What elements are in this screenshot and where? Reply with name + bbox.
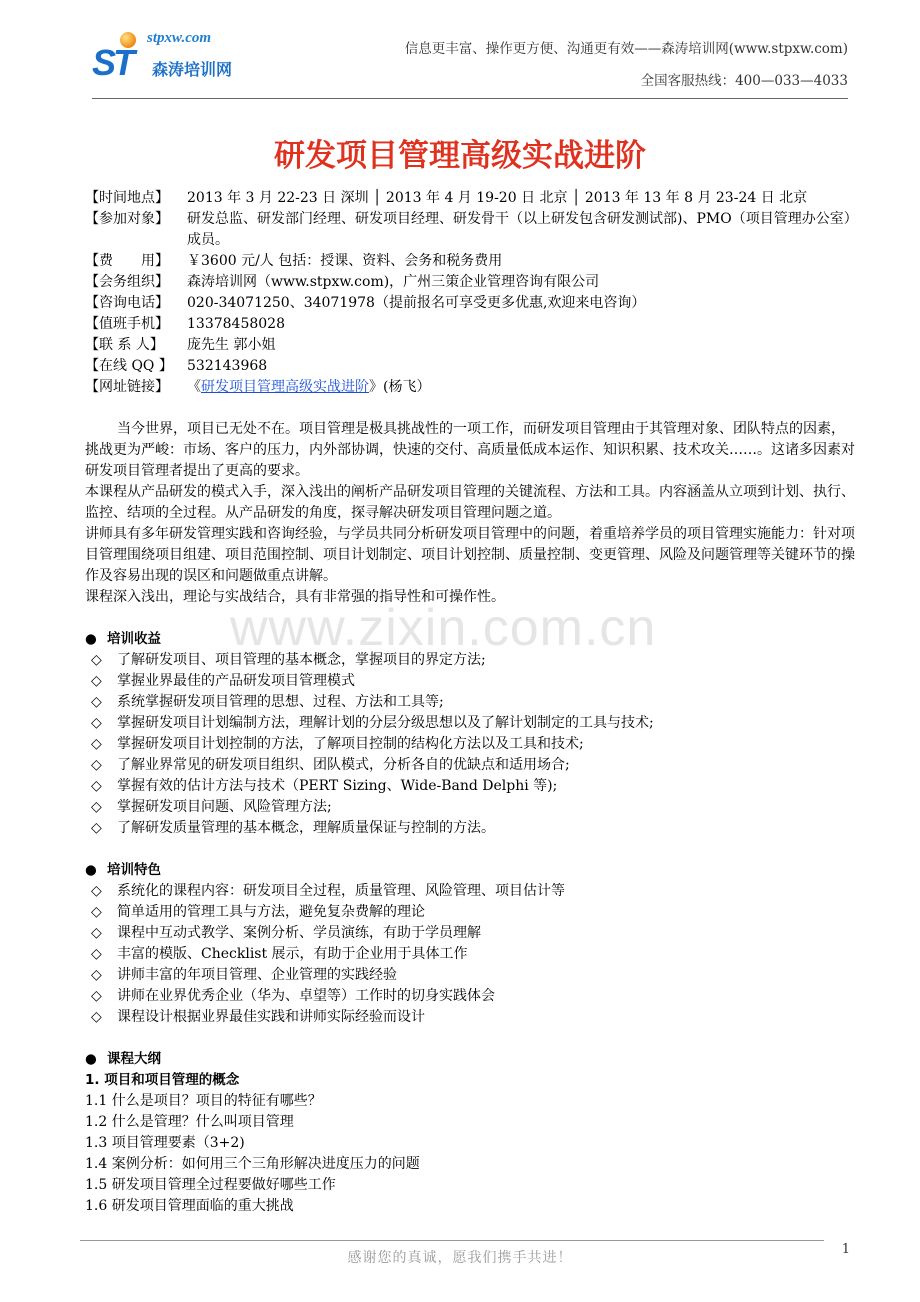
list-item xyxy=(85,650,855,671)
outline-section xyxy=(85,1049,855,1217)
diamond-icon: ◇ xyxy=(91,988,102,1004)
list-item-text: 掌握业界最佳的产品研发项目管理模式 xyxy=(117,673,355,689)
diamond-icon: ◇ xyxy=(91,736,102,752)
list-item xyxy=(85,986,855,1007)
info-label: 【会务组织】 xyxy=(85,274,169,290)
intro-paragraph: 课程深入浅出，理论与实战结合，具有非常强的指导性和可操作性。 xyxy=(85,589,505,605)
list-item-text: 丰富的模版、Checklist 展示，有助于企业用于具体工作 xyxy=(117,946,468,962)
bullet-icon: ● xyxy=(85,1051,97,1067)
info-label: 【值班手机】 xyxy=(85,316,169,332)
diamond-icon: ◇ xyxy=(91,925,102,941)
outline-item: 1.4 案例分析：如何用三个三角形解决进度压力的问题 xyxy=(85,1156,420,1172)
diamond-icon: ◇ xyxy=(91,967,102,983)
section-heading xyxy=(85,629,855,650)
info-row-audience xyxy=(85,209,855,251)
link-suffix: 》(杨飞） xyxy=(369,379,431,395)
outline-chapter: 1. 项目和项目管理的概念 xyxy=(85,1072,240,1088)
diamond-icon: ◇ xyxy=(91,820,102,836)
page-number: 1 xyxy=(841,1242,850,1257)
list-item-text: 讲师丰富的年项目管理、企业管理的实践经验 xyxy=(117,967,397,983)
info-value: ￥3600 元/人 包括：授课、资料、会务和税务费用 xyxy=(187,253,503,269)
info-row-link xyxy=(85,377,855,398)
list-item xyxy=(85,902,855,923)
bullet-icon: ● xyxy=(85,862,97,878)
intro-paragraph: 当今世界，项目已无处不在。项目管理是极具挑战性的一项工作，而研发项目管理由于其管理对象、团队特点的因素，挑战更为严峻：市场、客户的压力，内外部协调，快速的交付、高质量低成本运作、知识积累、技术攻关……。这诸多因素对研发项目管理者提出了更高的要求。 xyxy=(85,421,855,479)
list-item xyxy=(85,755,855,776)
list-item-text: 讲师在业界优秀企业（华为、卓望等）工作时的切身实践体会 xyxy=(117,988,495,1004)
info-row-mobile xyxy=(85,314,855,335)
section-title: 培训特色 xyxy=(107,862,161,878)
footer-divider xyxy=(80,1240,824,1241)
list-item xyxy=(85,965,855,986)
list-item xyxy=(85,1007,855,1028)
info-row-time xyxy=(85,188,855,209)
site-logo xyxy=(92,30,262,86)
outline-item: 1.5 研发项目管理全过程要做好哪些工作 xyxy=(85,1177,336,1193)
features-section xyxy=(85,860,855,1028)
list-item-text: 掌握研发项目计划控制的方法，了解项目控制的结构化方法以及工具和技术; xyxy=(117,736,584,752)
diamond-icon: ◇ xyxy=(91,904,102,920)
outline-item: 1.1 什么是项目？项目的特征有哪些？ xyxy=(85,1093,322,1109)
info-value: 13378458028 xyxy=(187,316,285,332)
info-row-contact xyxy=(85,335,855,356)
list-item-text: 系统化的课程内容：研发项目全过程，质量管理、风险管理、项目估计等 xyxy=(117,883,565,899)
list-item xyxy=(85,881,855,902)
info-value: 庞先生 郭小姐 xyxy=(187,337,276,353)
diamond-icon: ◇ xyxy=(91,799,102,815)
header-divider xyxy=(92,98,848,99)
section-title: 培训收益 xyxy=(107,631,161,647)
outline-item: 1.6 研发项目管理面临的重大挑战 xyxy=(85,1198,294,1214)
list-item xyxy=(85,818,855,839)
page-title: 研发项目管理高级实战进阶 xyxy=(274,138,646,174)
header-slogan: 信息更丰富、操作更方便、沟通更有效——森涛培训网(www.stpxw.com) xyxy=(404,41,848,57)
list-item xyxy=(85,776,855,797)
header-hotline: 全国客服热线：400—033—4033 xyxy=(640,73,848,89)
bullet-icon: ● xyxy=(85,631,97,647)
info-label: 【在线 QQ 】 xyxy=(85,358,173,374)
info-row-qq xyxy=(85,356,855,377)
diamond-icon: ◇ xyxy=(91,673,102,689)
diamond-icon: ◇ xyxy=(91,757,102,773)
list-item-text: 了解研发项目、项目管理的基本概念，掌握项目的界定方法; xyxy=(117,652,486,668)
logo-mark: ST xyxy=(92,42,133,83)
outline-item: 1.3 项目管理要素（3+2) xyxy=(85,1135,245,1151)
list-item xyxy=(85,797,855,818)
list-item-text: 掌握研发项目计划编制方法，理解计划的分层分级思想以及了解计划制定的工具与技术; xyxy=(117,715,654,731)
info-value: 森涛培训网（www.stpxw.com)，广州三策企业管理咨询有限公司 xyxy=(187,274,600,290)
intro-paragraph: 讲师具有多年研发管理实践和咨询经验，与学员共同分析研发项目管理中的问题，着重培养学员的项目管理实施能力：针对项目管理围绕项目组建、项目范围控制、项目计划制定、项目计划控制、质量控制、变更管理、风险及问题管理等关键环节的操作及容易出现的误区和问题做重点讲解。 xyxy=(85,526,855,584)
list-item xyxy=(85,923,855,944)
list-item xyxy=(85,671,855,692)
section-heading xyxy=(85,1049,855,1070)
list-item-text: 了解业界常见的研发项目组织、团队模式，分析各自的优缺点和适用场合; xyxy=(117,757,570,773)
intro-paragraph: 本课程从产品研发的模式入手，深入浅出的阐析产品研发项目管理的关键流程、方法和工具。内容涵盖从立项到计划、执行、监控、结项的全过程。从产品研发的角度，探寻解决研发项目管理问题之道。 xyxy=(85,484,855,521)
info-value: 研发总监、研发部门经理、研发项目经理、研发骨干（以上研发包含研发测试部)、PMO（项目管理办公室）成员。 xyxy=(187,211,851,248)
list-item-text: 了解研发质量管理的基本概念，理解质量保证与控制的方法。 xyxy=(117,820,495,836)
outline-item: 1.2 什么是管理？什么叫项目管理 xyxy=(85,1114,294,1130)
watermark: www.zixin.com.cn xyxy=(230,599,657,657)
info-label: 【咨询电话】 xyxy=(85,295,169,311)
list-item-text: 课程中互动式教学、案例分析、学员演练，有助于学员理解 xyxy=(117,925,481,941)
document-body xyxy=(85,188,855,1217)
diamond-icon: ◇ xyxy=(91,778,102,794)
link-prefix: 《 xyxy=(187,379,201,395)
info-value: 020-34071250、34071978（提前报名可享受更多优惠,欢迎来电咨询） xyxy=(187,295,646,311)
info-label: 【网址链接】 xyxy=(85,379,169,395)
info-row-phone xyxy=(85,293,855,314)
diamond-icon: ◇ xyxy=(91,883,102,899)
list-item-text: 课程设计根据业界最佳实践和讲师实际经验而设计 xyxy=(117,1009,425,1025)
list-item-text: 掌握研发项目问题、风险管理方法; xyxy=(117,799,332,815)
diamond-icon: ◇ xyxy=(91,715,102,731)
section-title: 课程大纲 xyxy=(107,1051,161,1067)
list-item xyxy=(85,713,855,734)
diamond-icon: ◇ xyxy=(91,1009,102,1025)
list-item xyxy=(85,692,855,713)
list-item-text: 系统掌握研发项目管理的思想、过程、方法和工具等; xyxy=(117,694,444,710)
info-value xyxy=(187,377,855,398)
list-item-text: 掌握有效的估计方法与技术（PERT Sizing、Wide-Band Delphi 等); xyxy=(117,778,558,794)
list-item-text: 简单适用的管理工具与方法，避免复杂费解的理论 xyxy=(117,904,425,920)
logo-url: stpxw.com xyxy=(147,30,212,46)
benefits-section xyxy=(85,629,855,839)
info-label: 【参加对象】 xyxy=(85,211,169,227)
diamond-icon: ◇ xyxy=(91,652,102,668)
footer-text: 感谢您的真诚，愿我们携手共进！ xyxy=(347,1250,573,1266)
section-heading xyxy=(85,860,855,881)
info-label: 【费 用】 xyxy=(85,253,169,269)
info-label: 【联 系 人】 xyxy=(85,337,164,353)
info-row-organizer xyxy=(85,272,855,293)
diamond-icon: ◇ xyxy=(91,946,102,962)
list-item xyxy=(85,944,855,965)
diamond-icon: ◇ xyxy=(91,694,102,710)
info-value: 532143968 xyxy=(187,358,268,374)
logo-name: 森涛培训网 xyxy=(152,60,233,79)
list-item xyxy=(85,734,855,755)
info-value: 2013 年 3 月 22-23 日 深圳 │ 2013 年 4 月 19-20 日 北京 │ 2013 年 13 年 8 月 23-24 日 北京 xyxy=(187,190,808,206)
course-link[interactable]: 研发项目管理高级实战进阶 xyxy=(201,379,369,395)
info-label: 【时间地点】 xyxy=(85,190,169,206)
info-row-fee xyxy=(85,251,855,272)
